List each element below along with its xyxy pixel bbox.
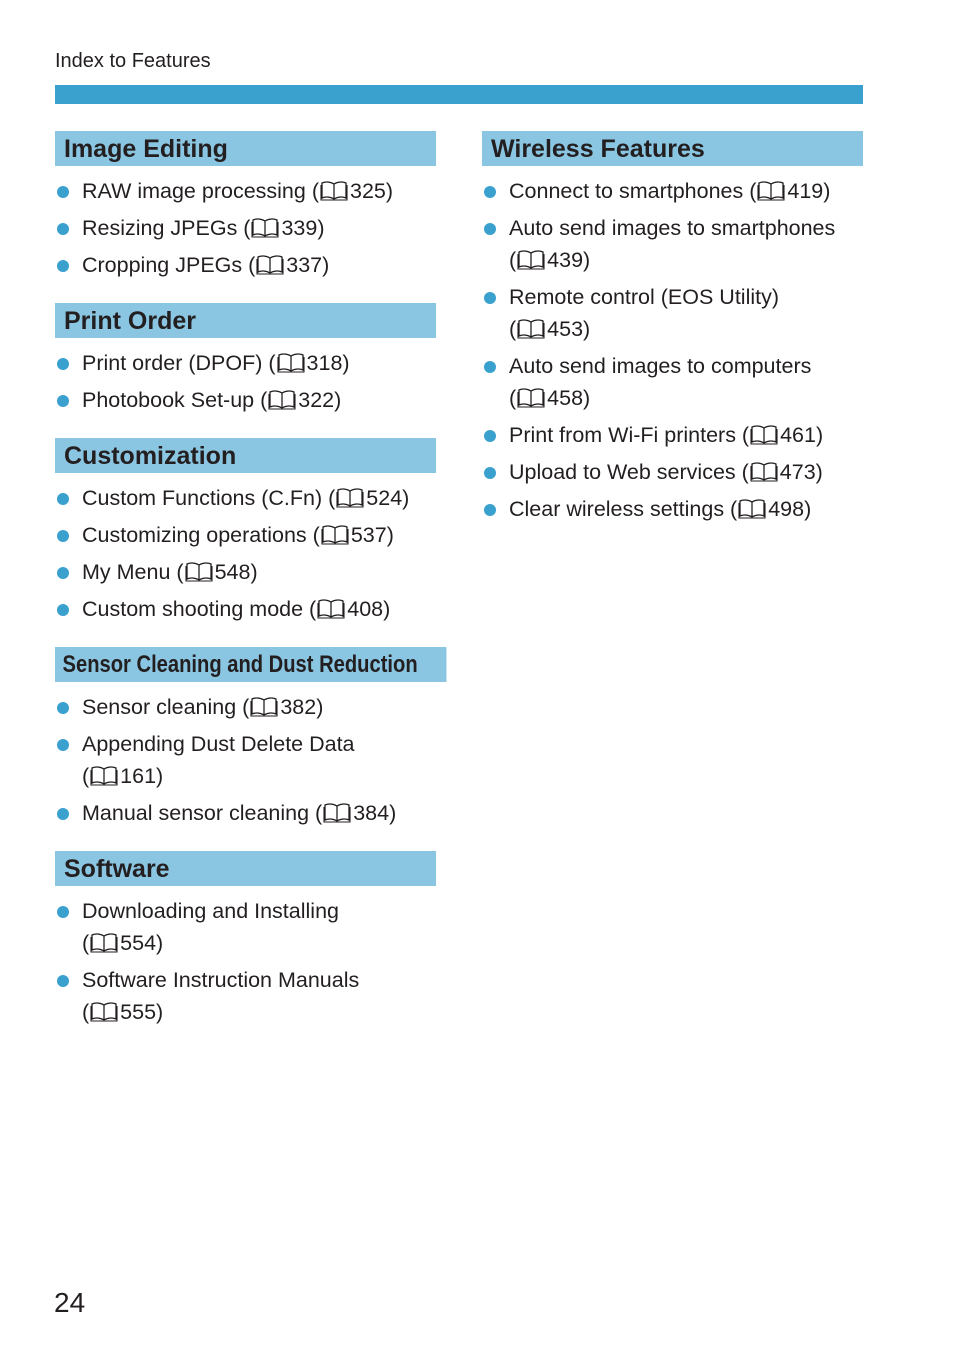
bullet-icon	[57, 530, 69, 542]
feature-list-item	[482, 350, 863, 414]
closing-paren: )	[583, 317, 591, 341]
book-icon	[336, 487, 364, 508]
page-reference: 498	[768, 497, 805, 521]
page-reference: 439	[547, 248, 584, 272]
feature-list-item	[55, 482, 436, 514]
feature-text: Manual sensor cleaning (	[82, 801, 323, 825]
feature-text: RAW image processing (	[82, 179, 319, 203]
feature-line	[509, 493, 863, 525]
bullet-icon	[57, 493, 69, 505]
section-title: Customization	[55, 438, 436, 473]
feature-text: Auto send images to computers	[509, 354, 812, 378]
feature-list-item	[55, 249, 436, 281]
feature-list	[55, 347, 436, 416]
book-icon	[250, 696, 278, 717]
page-reference: 458	[547, 386, 584, 410]
feature-list	[55, 895, 436, 1028]
feature-line	[82, 347, 436, 379]
bullet-icon	[57, 260, 69, 272]
closing-paren: )	[316, 695, 324, 719]
bullet-icon	[57, 567, 69, 579]
section-title: Sensor Cleaning and Dust Reduction	[55, 647, 447, 682]
closing-paren: )	[815, 423, 824, 447]
feature-line	[82, 964, 436, 996]
header-accent-bar	[55, 85, 863, 104]
closing-paren: )	[334, 388, 342, 412]
feature-text: Remote control (EOS Utility)	[509, 285, 780, 309]
feature-text: Connect to smartphones (	[509, 179, 757, 203]
feature-list	[55, 175, 436, 281]
feature-text: (	[509, 386, 517, 410]
feature-text: My Menu (	[82, 560, 184, 584]
feature-line	[82, 895, 436, 927]
page-reference: 384	[353, 801, 390, 825]
page-reference: 339	[281, 216, 318, 240]
page-reference: 554	[120, 931, 157, 955]
feature-line	[509, 175, 863, 207]
feature-line	[82, 212, 436, 244]
book-icon	[517, 249, 545, 270]
feature-line	[82, 760, 436, 792]
bullet-icon	[57, 975, 69, 987]
feature-text: Clear wireless settings (	[509, 497, 738, 521]
right-column	[482, 131, 863, 547]
page-reference: 161	[120, 764, 157, 788]
closing-paren: )	[322, 253, 330, 277]
page-reference: 325	[349, 179, 386, 203]
feature-text: (	[509, 317, 517, 341]
feature-text: Auto send images to smartphones	[509, 216, 836, 240]
bullet-icon	[57, 604, 69, 616]
feature-list-item	[55, 593, 436, 625]
feature-list-item	[55, 964, 436, 1028]
closing-paren: )	[156, 931, 164, 955]
book-icon	[750, 461, 778, 482]
page-reference: 524	[366, 486, 403, 510]
feature-line	[509, 281, 863, 313]
feature-list-item	[55, 384, 436, 416]
feature-list-item	[482, 419, 863, 451]
feature-text: Sensor cleaning (	[82, 695, 250, 719]
section-title: Wireless Features	[482, 131, 863, 166]
page-reference: 461	[780, 423, 816, 447]
bullet-icon	[57, 186, 69, 198]
header-title: Index to Features	[55, 50, 211, 72]
feature-line	[82, 797, 436, 829]
page-number: 24	[54, 1287, 86, 1318]
feature-section	[55, 438, 436, 625]
feature-list-item	[55, 519, 436, 551]
feature-text: Photobook Set-up (	[82, 388, 268, 412]
bullet-icon	[57, 223, 69, 235]
feature-text: Appending Dust Delete Data	[82, 732, 355, 756]
book-icon	[321, 524, 349, 545]
book-icon	[90, 765, 118, 786]
feature-section	[55, 647, 436, 829]
book-icon	[738, 498, 766, 519]
feature-text: (	[82, 764, 90, 788]
feature-line	[509, 382, 863, 414]
bullet-icon	[57, 808, 69, 820]
closing-paren: )	[386, 523, 394, 547]
closing-paren: )	[156, 1000, 164, 1024]
page-reference: 537	[350, 523, 387, 547]
closing-paren: )	[156, 764, 164, 788]
closing-paren: )	[583, 248, 591, 272]
feature-list-item	[55, 797, 436, 829]
closing-paren: )	[383, 597, 391, 621]
feature-line	[82, 519, 436, 551]
book-icon	[750, 424, 778, 445]
feature-list-item	[55, 556, 436, 588]
closing-paren: )	[385, 179, 394, 203]
bullet-icon	[57, 906, 69, 918]
feature-line	[82, 482, 436, 514]
feature-line	[509, 313, 863, 345]
feature-list-item	[55, 212, 436, 244]
closing-paren: )	[823, 179, 831, 203]
feature-section	[55, 303, 436, 416]
feature-list	[482, 175, 863, 525]
feature-line	[509, 419, 863, 451]
page-reference: 382	[280, 695, 317, 719]
book-icon	[323, 802, 351, 823]
feature-list-item	[482, 456, 863, 488]
section-title: Print Order	[55, 303, 436, 338]
bullet-icon	[484, 430, 496, 442]
feature-line	[82, 556, 436, 588]
book-icon	[517, 387, 545, 408]
page-reference: 548	[214, 560, 251, 584]
feature-text: Software Instruction Manuals	[82, 968, 360, 992]
feature-section	[55, 851, 436, 1028]
feature-text: Customizing operations (	[82, 523, 320, 547]
feature-line	[82, 691, 436, 723]
feature-line	[82, 927, 436, 959]
bullet-icon	[57, 395, 69, 407]
feature-list-item	[55, 691, 436, 723]
feature-text: Custom Functions (C.Fn) (	[82, 486, 336, 510]
page-reference: 408	[347, 597, 384, 621]
book-icon	[757, 180, 785, 201]
feature-list	[55, 691, 436, 829]
book-icon	[317, 598, 345, 619]
closing-paren: )	[342, 351, 350, 375]
feature-list-item	[482, 212, 863, 276]
feature-line	[82, 593, 436, 625]
closing-paren: )	[250, 560, 258, 584]
bullet-icon	[484, 292, 496, 304]
book-icon	[277, 352, 305, 373]
book-icon	[256, 254, 284, 275]
feature-text: Downloading and Installing	[82, 899, 339, 923]
feature-line	[509, 350, 863, 382]
closing-paren: )	[317, 216, 325, 240]
feature-line	[509, 456, 863, 488]
feature-line	[82, 996, 436, 1028]
feature-line	[509, 212, 863, 244]
feature-text: Upload to Web services (	[509, 460, 749, 484]
feature-list-item	[55, 728, 436, 792]
book-icon	[320, 180, 348, 201]
feature-text: Cropping JPEGs (	[82, 253, 256, 277]
feature-text: (	[82, 1000, 90, 1024]
feature-text: Resizing JPEGs (	[82, 216, 251, 240]
closing-paren: )	[389, 801, 397, 825]
section-title: Image Editing	[55, 131, 436, 166]
book-icon	[90, 1001, 118, 1022]
feature-list-item	[482, 175, 863, 207]
feature-line	[82, 175, 436, 207]
closing-paren: )	[815, 460, 823, 484]
page-reference: 419	[787, 179, 824, 203]
bullet-icon	[484, 467, 496, 479]
bullet-icon	[484, 186, 496, 198]
feature-section	[482, 131, 863, 525]
feature-list-item	[55, 175, 436, 207]
closing-paren: )	[402, 486, 410, 510]
feature-line	[82, 728, 436, 760]
feature-text: (	[82, 931, 90, 955]
page-reference: 473	[779, 460, 816, 484]
feature-section	[55, 131, 436, 281]
feature-list-item	[482, 493, 863, 525]
feature-text: (	[509, 248, 517, 272]
bullet-icon	[57, 358, 69, 370]
book-icon	[251, 217, 279, 238]
bullet-icon	[57, 739, 69, 751]
book-icon	[268, 389, 296, 410]
bullet-icon	[484, 223, 496, 235]
page-reference: 322	[298, 388, 335, 412]
bullet-icon	[484, 504, 496, 516]
feature-text: Custom shooting mode (	[82, 597, 317, 621]
feature-line	[82, 249, 436, 281]
feature-line	[82, 384, 436, 416]
feature-text: Print from Wi-Fi printers (	[509, 423, 750, 447]
feature-line	[509, 244, 863, 276]
section-title: Software	[55, 851, 436, 886]
bullet-icon	[484, 361, 496, 373]
page-reference: 337	[286, 253, 323, 277]
page-reference: 318	[306, 351, 343, 375]
feature-text: Print order (DPOF) (	[82, 351, 276, 375]
feature-list	[55, 482, 436, 625]
book-icon	[517, 318, 545, 339]
bullet-icon	[57, 702, 69, 714]
page-reference: 555	[120, 1000, 157, 1024]
feature-list-item	[55, 895, 436, 959]
page-reference: 453	[547, 317, 584, 341]
book-icon	[90, 932, 118, 953]
closing-paren: )	[804, 497, 812, 521]
book-icon	[185, 561, 213, 582]
feature-list-item	[55, 347, 436, 379]
feature-list-item	[482, 281, 863, 345]
left-column	[55, 131, 436, 1050]
closing-paren: )	[583, 386, 591, 410]
